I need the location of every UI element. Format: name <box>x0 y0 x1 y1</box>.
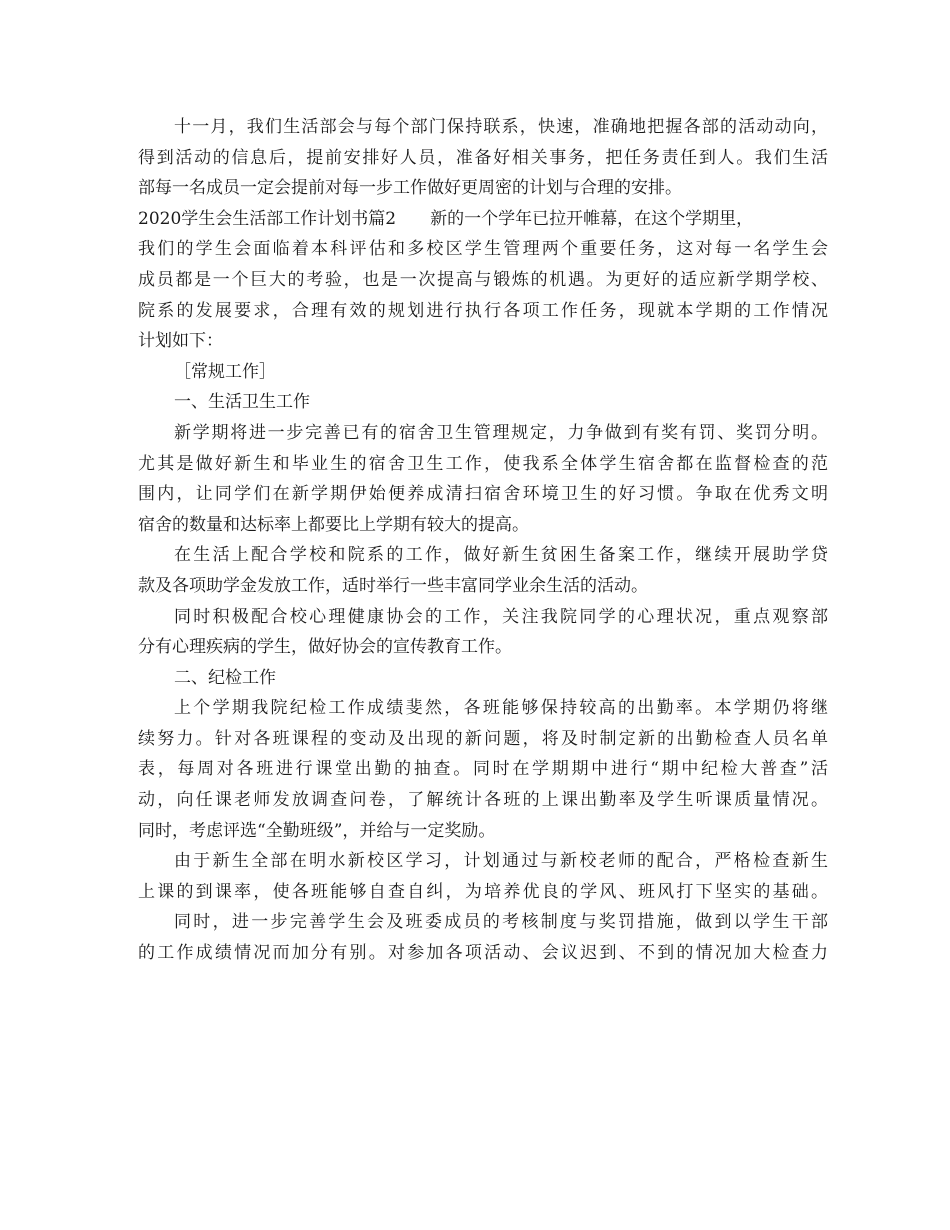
text-line: 在生活上配合学校和院系的工作，做好新生贫困生备案工作，继续开展助学贷 <box>174 545 828 566</box>
text-line: 2020学生会生活部工作计划书篇2 新的一个学年已拉开帷幕，在这个学期里， <box>138 208 754 229</box>
text-line: 同时，进一步完善学生会及班委成员的考核制度与奖罚措施，做到以学生干部 <box>174 912 828 933</box>
text-line: 十一月，我们生活部会与每个部门保持联系，快速，准确地把握各部的活动动向， <box>174 117 828 137</box>
document-page <box>138 112 828 969</box>
text-line: 表，每周对各班进行课堂出勤的抽查。同时在学期期中进行“期中纪检大普查”活 <box>138 759 828 780</box>
text-line: 动，向任课老师发放调查问卷，了解统计各班的上课出勤率及学生听课质量情况。 <box>138 790 828 811</box>
text-line: 分有心理疾病的学生，做好协会的宣传教育工作。 <box>138 637 512 658</box>
text-line: 二、纪检工作 <box>174 667 276 688</box>
text-line: 部每一名成员一定会提前对每一步工作做好更周密的计划与合理的安排。 <box>138 178 682 199</box>
text-line: 一、生活卫生工作 <box>174 392 310 413</box>
text-line: 得到活动的信息后，提前安排好人员，准备好相关事务，把任务责任到人。我们生活 <box>138 147 828 168</box>
text-line: 围内，让同学们在新学期伊始便养成清扫宿舍环境卫生的好习惯。争取在优秀文明 <box>138 484 828 505</box>
text-line: 新学期将进一步完善已有的宿舍卫生管理规定，力争做到有奖有罚、奖罚分明。 <box>174 422 828 443</box>
text-line: 由于新生全部在明水新校区学习，计划通过与新校老师的配合，严格检查新生 <box>174 851 828 872</box>
text-line: 成员都是一个巨大的考验，也是一次提高与锻炼的机遇。为更好的适应新学期学校、 <box>138 269 828 290</box>
text-line: 院系的发展要求，合理有效的规划进行执行各项工作任务，现就本学期的工作情况 <box>138 300 828 321</box>
text-line: 同时积极配合校心理健康协会的工作，关注我院同学的心理状况，重点观察部 <box>174 606 828 627</box>
text-line: 的工作成绩情况而加分有别。对参加各项活动、会议迟到、不到的情况加大检查力 <box>138 943 828 964</box>
text-line: 续努力。针对各班课程的变动及出现的新问题，将及时制定新的出勤检查人员名单 <box>138 728 828 749</box>
text-line: 同时，考虑评选“全勤班级”，并给与一定奖励。 <box>138 820 496 841</box>
text-line: 上个学期我院纪检工作成绩斐然，各班能够保持较高的出勤率。本学期仍将继 <box>174 698 828 719</box>
text-line: 尤其是做好新生和毕业生的宿舍卫生工作，使我系全体学生宿舍都在监督检查的范 <box>138 453 828 474</box>
text-line: 宿舍的数量和达标率上都要比上学期有较大的提高。 <box>138 514 529 535</box>
text-line: 我们的学生会面临着本科评估和多校区学生管理两个重要任务，这对每一名学生会 <box>138 239 828 260</box>
text-line: 计划如下： <box>138 331 223 352</box>
text-line: 上课的到课率，使各班能够自查自纠，为培养优良的学风、班风打下坚实的基础。 <box>138 881 828 902</box>
text-line: 款及各项助学金发放工作，适时举行一些丰富同学业余生活的活动。 <box>138 575 648 596</box>
text-line: ［常规工作］ <box>174 361 276 382</box>
